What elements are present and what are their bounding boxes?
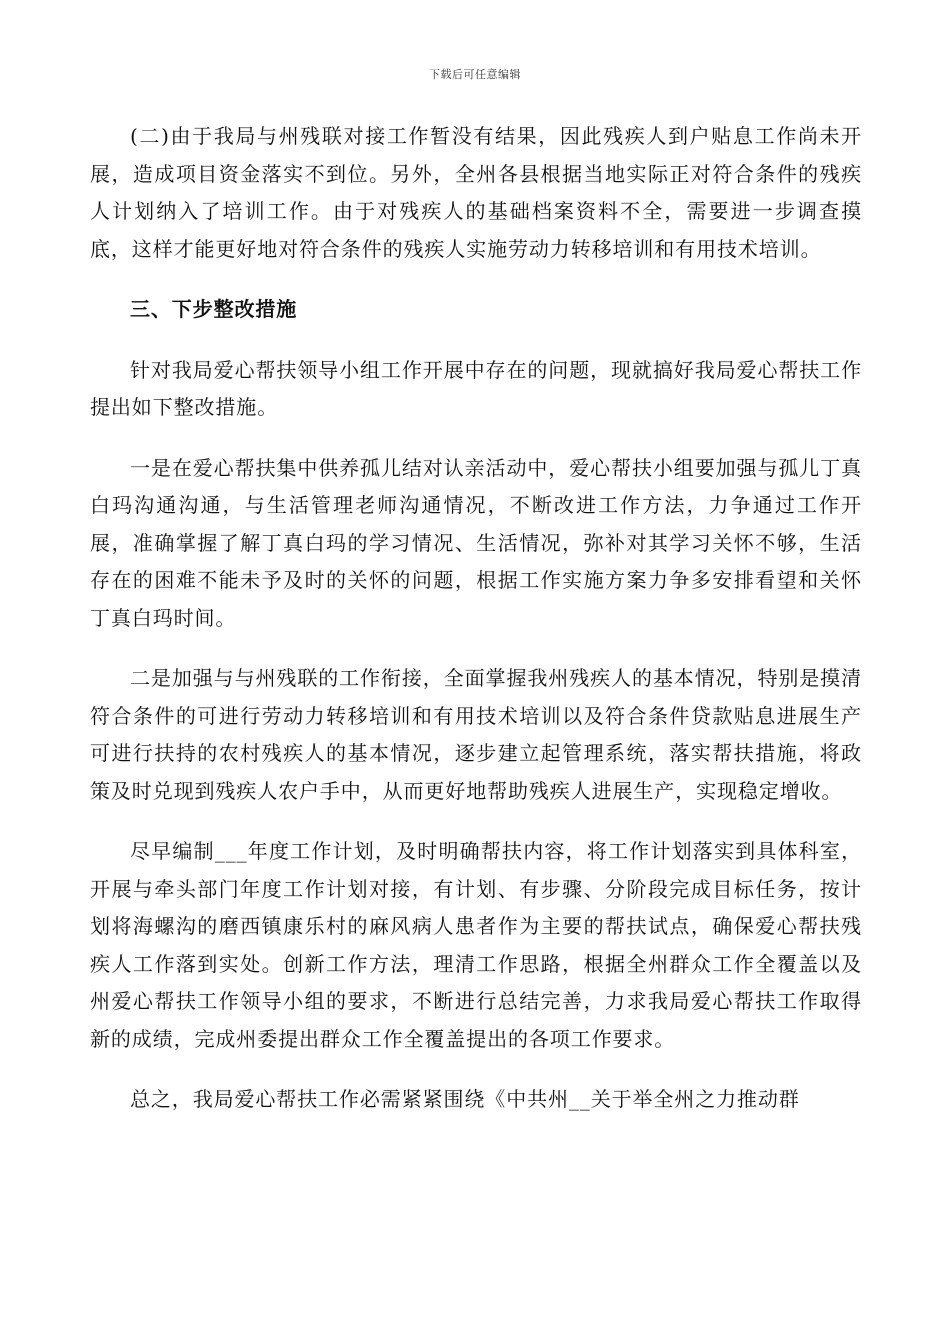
paragraph-rectification-intro: 针对我局爱心帮扶领导小组工作开展中存在的问题，现就搞好我局爱心帮扶工作提出如下整改措施。 [90,357,862,419]
paragraph-funding-issue: (二)由于我局与州残联对接工作暂没有结果，因此残疾人到户贴息工作尚未开展，造成项目资金落实不到位。另外，全州各县根据当地实际正对符合条件的残疾人计划纳入了培训工作。由于对残疾人的基础档案资料不全，需要进一步调查摸底，这样才能更好地对符合条件的残疾人实施劳动力转移培训和有用技术培训。 [90,124,862,261]
section-heading-rectification: 三、下步整改措施 [130,297,298,321]
document-body [90,118,862,1119]
paragraph-measure-one: 一是在爱心帮扶集中供养孤儿结对认亲活动中，爱心帮扶小组要加强与孤儿丁真白玛沟通沟通，与生活管理老师沟通情况，不断改进工作方法，力争通过工作开展，准确掌握了解丁真白玛的学习情况、生活情况，弥补对其学习关怀不够，生活存在的困难不能未予及时的关怀的问题，根据工作实施方案力争多安排看望和关怀丁真白玛时间。 [90,455,862,630]
paragraph-annual-plan: 尽早编制___年度工作计划，及时明确帮扶内容，将工作计划落实到具体科室，开展与牵头部门年度工作计划对接，有计划、有步骤、分阶段完成目标任务，按计划将海螺沟的磨西镇康乐村的麻风病人患者作为主要的帮扶试点，确保爱心帮扶残疾人工作落到实处。创新工作方法，理清工作思路，根据全州群众工作全覆盖以及州爱心帮扶工作领导小组的要求，不断进行总结完善，力求我局爱心帮扶工作取得新的成绩，完成州委提出群众工作全覆盖提出的各项工作要求。 [90,839,862,1051]
header-note: 下载后可任意编辑 [429,68,521,81]
paragraph-measure-two: 二是加强与与州残联的工作衔接，全面掌握我州残疾人的基本情况，特别是摸清符合条件的可进行劳动力转移培训和有用技术培训以及符合条件贷款贴息进展生产可进行扶持的农村残疾人的基本情况，逐步建立起管理系统，落实帮扶措施，将政策及时兑现到残疾人农户手中，从而更好地帮助残疾人进展生产，实现稳定增收。 [90,666,862,803]
paragraph-conclusion: 总之，我局爱心帮扶工作必需紧紧围绕《中共州__关于举全州之力推动群 [130,1087,800,1111]
